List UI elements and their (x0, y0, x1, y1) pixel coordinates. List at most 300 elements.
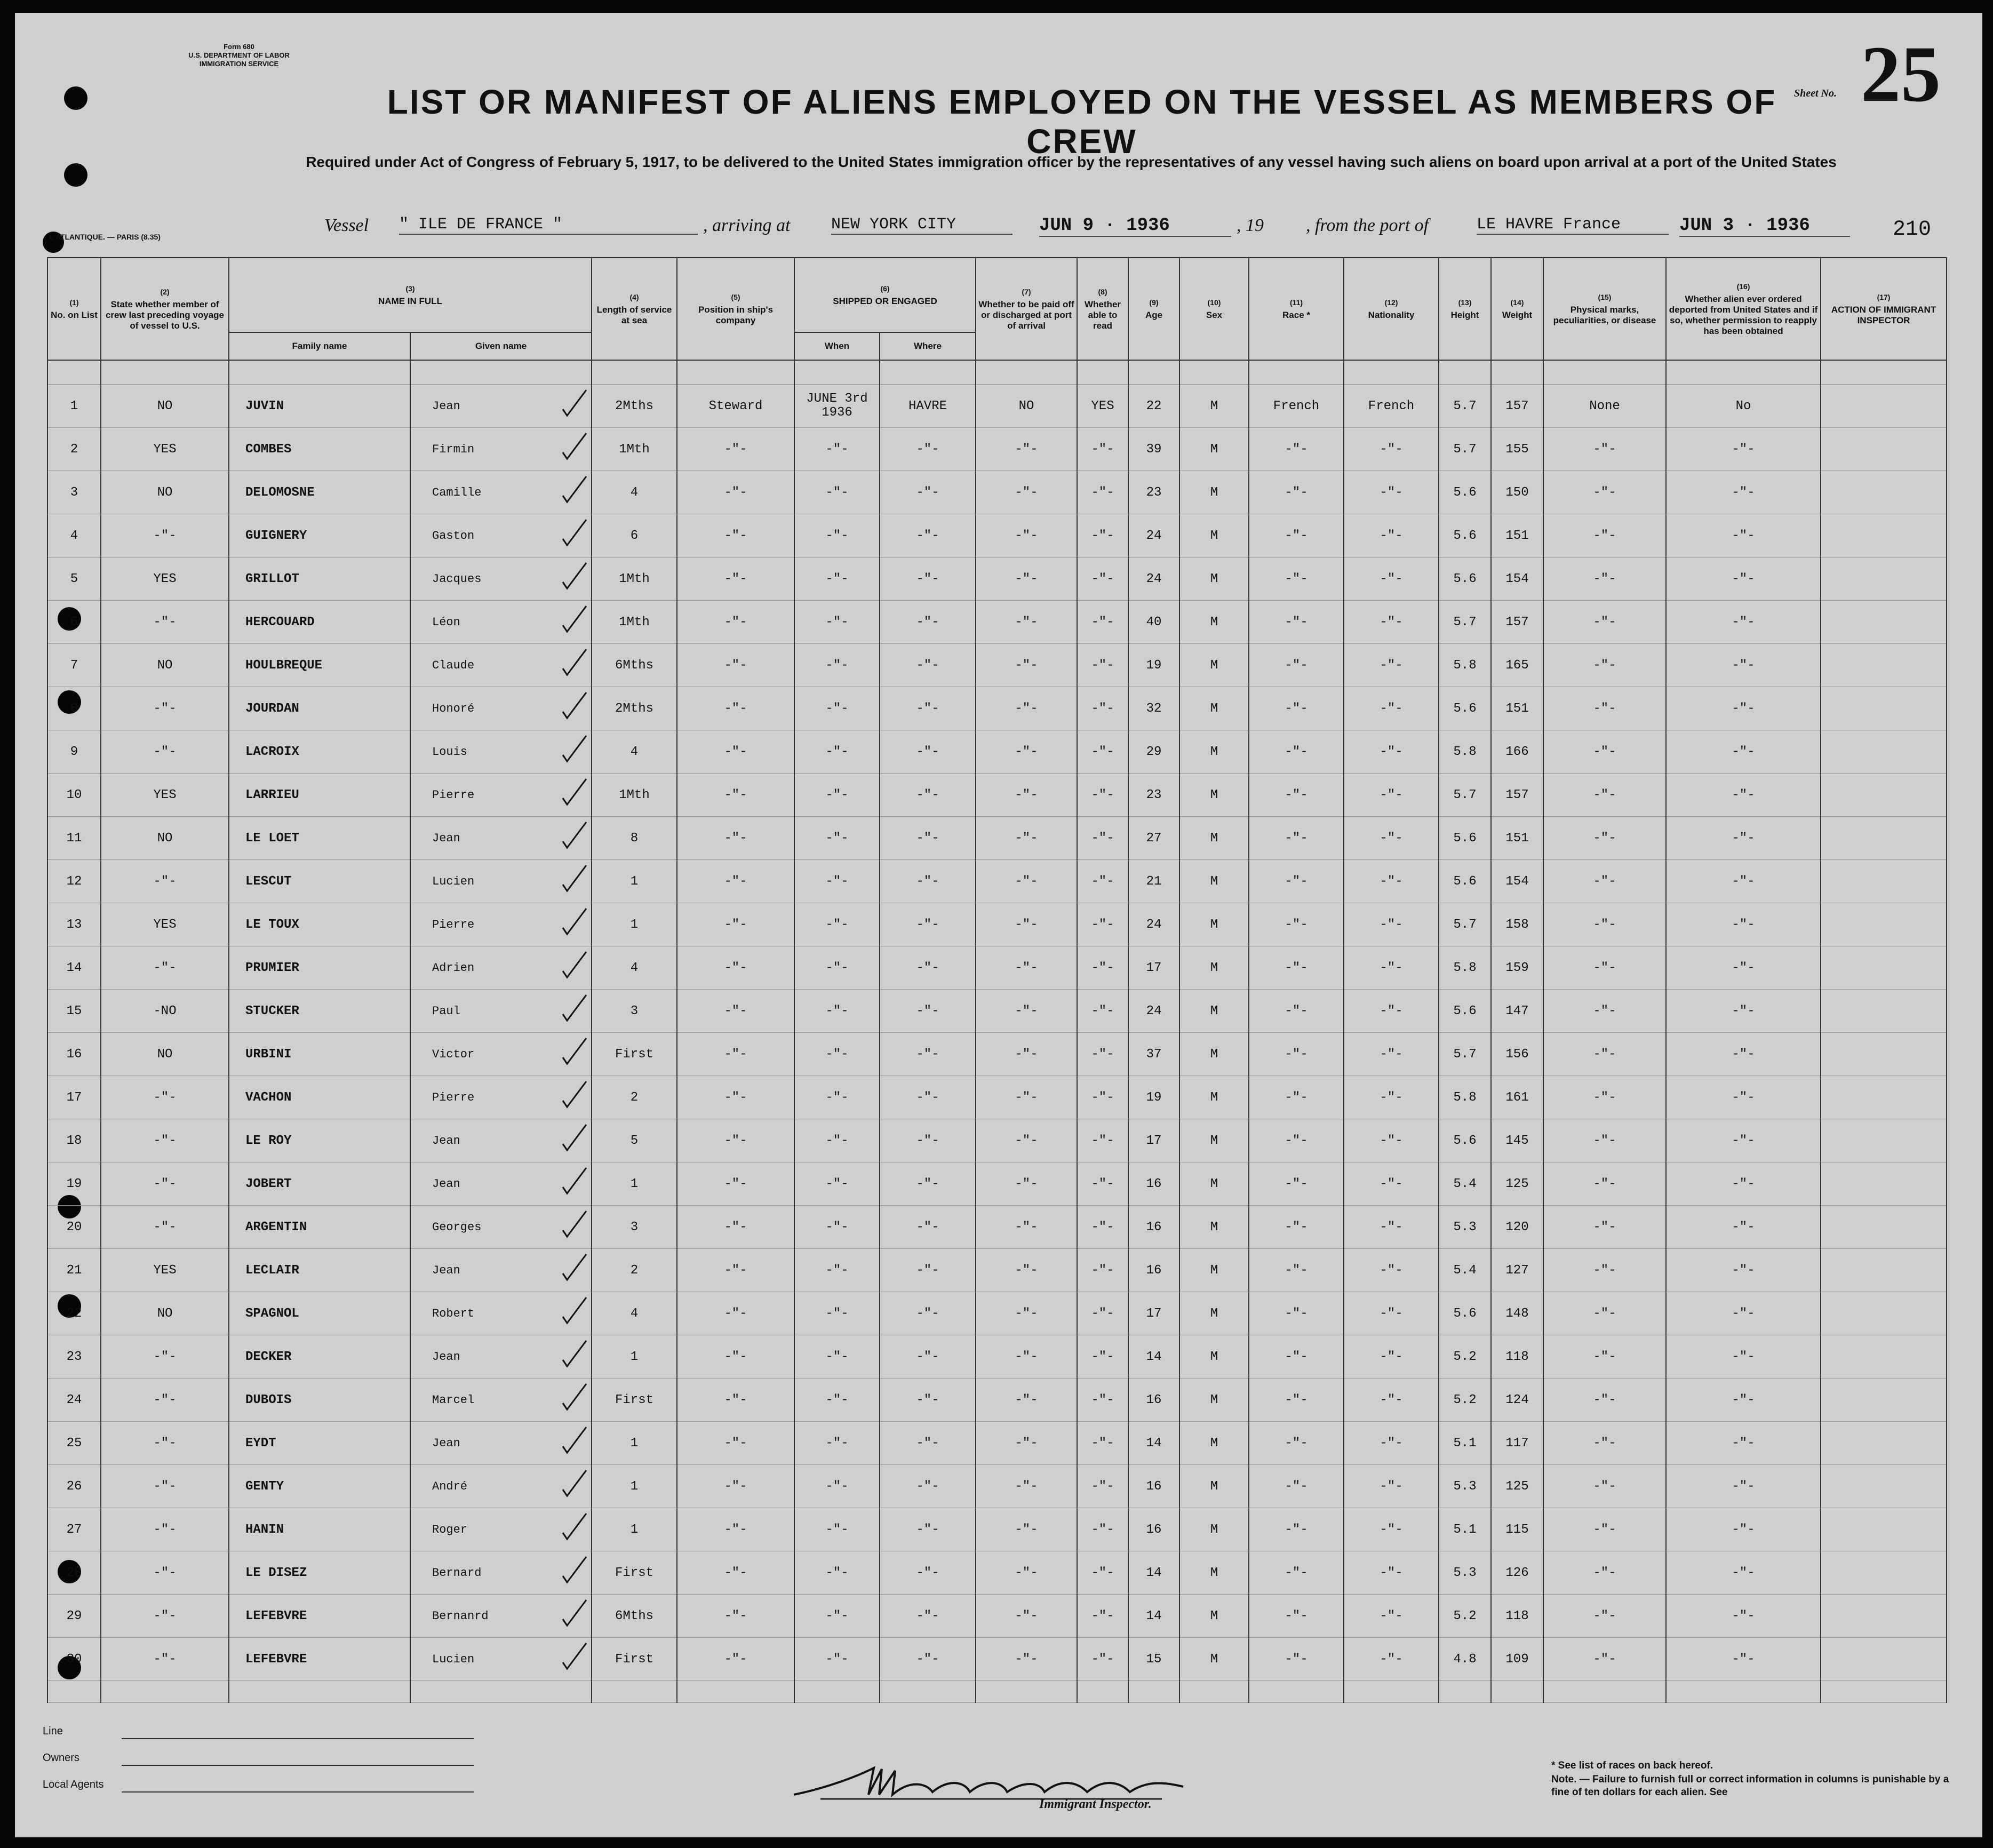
physical-marks-cell: -"- (1543, 514, 1666, 557)
table-row (47, 1465, 1947, 1508)
family-name-cell: HANIN (229, 1508, 410, 1551)
paid-off-cell: -"- (976, 774, 1077, 817)
height-cell: 4.8 (1439, 1638, 1491, 1681)
given-name-cell: Jean (410, 1162, 592, 1206)
family-name-cell: LECLAIR (229, 1249, 410, 1292)
length-of-service-cell: 4 (592, 946, 677, 990)
inspector-action-cell (1821, 385, 1947, 428)
physical-marks-cell: -"- (1543, 687, 1666, 730)
height-cell: 5.2 (1439, 1595, 1491, 1638)
shipped-where-cell: -"- (880, 428, 976, 471)
race-cell: -"- (1249, 817, 1344, 860)
row-number-cell: 18 (47, 1119, 101, 1162)
row-number-cell: 3 (47, 471, 101, 514)
shipped-where-cell: -"- (880, 1595, 976, 1638)
shipped-when-cell: JUNE 3rd 1936 (794, 385, 880, 428)
deported-cell: -"- (1666, 1033, 1821, 1076)
paid-off-cell: -"- (976, 1206, 1077, 1249)
inspector-action-cell (1821, 990, 1947, 1033)
weight-cell: 154 (1491, 860, 1543, 903)
nationality-cell: -"- (1344, 1379, 1439, 1422)
length-of-service-cell: First (592, 1638, 677, 1681)
sex-cell: M (1179, 1076, 1249, 1119)
weight-cell: 150 (1491, 471, 1543, 514)
row-number-cell: 12 (47, 860, 101, 903)
given-name-cell: Georges (410, 1206, 592, 1249)
table-row (47, 1076, 1947, 1119)
deported-cell: -"- (1666, 1206, 1821, 1249)
sex-cell: M (1179, 644, 1249, 687)
arrival-port: NEW YORK CITY (831, 216, 1013, 235)
table-row (47, 1638, 1947, 1681)
race-cell: -"- (1249, 428, 1344, 471)
family-name-cell: HERCOUARD (229, 601, 410, 644)
race-cell: -"- (1249, 687, 1344, 730)
table-row (47, 774, 1947, 817)
able-to-read-cell: -"- (1077, 601, 1128, 644)
sex-cell: M (1179, 471, 1249, 514)
col-header-nationality: (12) Nationality (1344, 258, 1439, 360)
age-cell: 16 (1128, 1508, 1179, 1551)
length-of-service-cell: 4 (592, 471, 677, 514)
row-number-cell: 14 (47, 946, 101, 990)
age-cell: 14 (1128, 1422, 1179, 1465)
paid-off-cell: -"- (976, 1076, 1077, 1119)
table-row (47, 1551, 1947, 1595)
age-cell: 24 (1128, 990, 1179, 1033)
subtitle: Required under Act of Congress of February 5, 1917, to be delivered to the United States immigration officer by the representatives of any vessel having such aliens on board upon arrival at a port of the United States (306, 154, 1837, 170)
shipped-where-cell: -"- (880, 1033, 976, 1076)
shipped-where-cell: -"- (880, 990, 976, 1033)
height-cell: 5.8 (1439, 1076, 1491, 1119)
length-of-service-cell: 6 (592, 514, 677, 557)
family-name-cell: LESCUT (229, 860, 410, 903)
family-name-cell: LACROIX (229, 730, 410, 774)
weight-cell: 118 (1491, 1595, 1543, 1638)
table-row (47, 990, 1947, 1033)
inspector-action-cell (1821, 1292, 1947, 1335)
previous-voyage-cell: -"- (101, 1551, 229, 1595)
shipped-when-cell: -"- (794, 860, 880, 903)
race-cell: -"- (1249, 514, 1344, 557)
length-of-service-cell: 2Mths (592, 385, 677, 428)
physical-marks-cell: None (1543, 385, 1666, 428)
previous-voyage-cell: NO (101, 385, 229, 428)
length-of-service-cell: First (592, 1033, 677, 1076)
table-row (47, 730, 1947, 774)
page-title: LIST OR MANIFEST OF ALIENS EMPLOYED ON THE VESSEL AS MEMBERS OF CREW (387, 83, 1777, 161)
shipped-where-cell: -"- (880, 817, 976, 860)
deported-cell: -"- (1666, 774, 1821, 817)
family-name-cell: SPAGNOL (229, 1292, 410, 1335)
given-name-cell: Firmin (410, 428, 592, 471)
col-header-physical-marks: (15) Physical marks, peculiarities, or disease (1543, 258, 1666, 360)
inspector-action-cell (1821, 1033, 1947, 1076)
physical-marks-cell: -"- (1543, 817, 1666, 860)
given-name-cell: Claude (410, 644, 592, 687)
paid-off-cell: -"- (976, 990, 1077, 1033)
race-cell: -"- (1249, 1249, 1344, 1292)
row-number-cell: 28 (47, 1551, 101, 1595)
paid-off-cell: -"- (976, 1465, 1077, 1508)
nationality-cell: -"- (1344, 1162, 1439, 1206)
nationality-cell: -"- (1344, 1249, 1439, 1292)
physical-marks-cell: -"- (1543, 1249, 1666, 1292)
nationality-cell: -"- (1344, 1465, 1439, 1508)
form-header (175, 43, 303, 68)
height-cell: 5.7 (1439, 774, 1491, 817)
from-label: , from the port of (1306, 216, 1429, 235)
table-row (47, 1595, 1947, 1638)
nationality-cell: -"- (1344, 428, 1439, 471)
weight-cell: 157 (1491, 774, 1543, 817)
family-name-cell: GENTY (229, 1465, 410, 1508)
age-cell: 24 (1128, 557, 1179, 601)
col-header-service: (4) Length of service at sea (592, 258, 677, 360)
able-to-read-cell: -"- (1077, 990, 1128, 1033)
row-number-cell: 27 (47, 1508, 101, 1551)
table-row (47, 1206, 1947, 1249)
shipped-when-cell: -"- (794, 730, 880, 774)
previous-voyage-cell: -"- (101, 1076, 229, 1119)
inspector-action-cell (1821, 1076, 1947, 1119)
given-name-cell: Honoré (410, 687, 592, 730)
previous-voyage-cell: -"- (101, 860, 229, 903)
age-cell: 14 (1128, 1595, 1179, 1638)
inspector-action-cell (1821, 1379, 1947, 1422)
fine-note (1551, 1773, 1957, 1799)
weight-cell: 165 (1491, 644, 1543, 687)
height-cell: 5.6 (1439, 817, 1491, 860)
length-of-service-cell: 1 (592, 860, 677, 903)
page-code: 210 (1893, 218, 1932, 242)
nationality-cell: -"- (1344, 1076, 1439, 1119)
form-number: Form 680 (224, 43, 254, 51)
age-cell: 17 (1128, 946, 1179, 990)
height-cell: 5.8 (1439, 946, 1491, 990)
crew-manifest-table (47, 257, 1947, 1703)
shipped-when-cell: -"- (794, 817, 880, 860)
age-cell: 24 (1128, 903, 1179, 946)
age-cell: 40 (1128, 601, 1179, 644)
height-cell: 5.6 (1439, 514, 1491, 557)
col-header-position: (5) Position in ship's company (677, 258, 794, 360)
shipped-when-cell: -"- (794, 1206, 880, 1249)
race-cell: -"- (1249, 1119, 1344, 1162)
physical-marks-cell: -"- (1543, 990, 1666, 1033)
row-number-cell: 24 (47, 1379, 101, 1422)
previous-voyage-cell: -"- (101, 1638, 229, 1681)
previous-voyage-cell: YES (101, 1249, 229, 1292)
table-row (47, 471, 1947, 514)
length-of-service-cell: First (592, 1551, 677, 1595)
previous-voyage-cell: -"- (101, 1379, 229, 1422)
table-blank-row (47, 1681, 1947, 1703)
height-cell: 5.6 (1439, 557, 1491, 601)
age-cell: 37 (1128, 1033, 1179, 1076)
height-cell: 5.6 (1439, 687, 1491, 730)
sex-cell: M (1179, 557, 1249, 601)
weight-cell: 118 (1491, 1335, 1543, 1379)
paid-off-cell: -"- (976, 1379, 1077, 1422)
paid-off-cell: -"- (976, 860, 1077, 903)
paid-off-cell: -"- (976, 1422, 1077, 1465)
given-name-cell: Adrien (410, 946, 592, 990)
able-to-read-cell: -"- (1077, 514, 1128, 557)
shipped-where-cell: -"- (880, 601, 976, 644)
position-cell: -"- (677, 1595, 794, 1638)
previous-voyage-cell: -"- (101, 1465, 229, 1508)
nationality-cell: -"- (1344, 1508, 1439, 1551)
shipped-where-cell: -"- (880, 1249, 976, 1292)
shipped-when-cell: -"- (794, 1335, 880, 1379)
height-cell: 5.7 (1439, 601, 1491, 644)
family-name-cell: JUVIN (229, 385, 410, 428)
shipped-where-cell: -"- (880, 1508, 976, 1551)
row-number-cell: 23 (47, 1335, 101, 1379)
weight-cell: 151 (1491, 514, 1543, 557)
deported-cell: -"- (1666, 730, 1821, 774)
col-header-paid-off: (7) Whether to be paid off or discharged at port of arrival (976, 258, 1077, 360)
age-cell: 16 (1128, 1379, 1179, 1422)
paid-off-cell: -"- (976, 1249, 1077, 1292)
deported-cell: -"- (1666, 1379, 1821, 1422)
previous-voyage-cell: -"- (101, 687, 229, 730)
length-of-service-cell: 2 (592, 1076, 677, 1119)
nationality-cell: -"- (1344, 774, 1439, 817)
previous-voyage-cell: -"- (101, 514, 229, 557)
nationality-cell: -"- (1344, 1292, 1439, 1335)
given-name-cell: Paul (410, 990, 592, 1033)
weight-cell: 127 (1491, 1249, 1543, 1292)
able-to-read-cell: -"- (1077, 644, 1128, 687)
height-cell: 5.6 (1439, 990, 1491, 1033)
inspector-action-cell (1821, 817, 1947, 860)
sex-cell: M (1179, 514, 1249, 557)
given-name-cell: Bernard (410, 1551, 592, 1595)
age-cell: 32 (1128, 687, 1179, 730)
nationality-cell: -"- (1344, 471, 1439, 514)
deported-cell: -"- (1666, 1508, 1821, 1551)
age-cell: 24 (1128, 514, 1179, 557)
deported-cell: -"- (1666, 557, 1821, 601)
nationality-cell: -"- (1344, 514, 1439, 557)
length-of-service-cell: 6Mths (592, 644, 677, 687)
length-of-service-cell: 8 (592, 817, 677, 860)
position-cell: -"- (677, 1162, 794, 1206)
col-header-read: (8) Whether able to read (1077, 258, 1128, 360)
family-name-cell: JOURDAN (229, 687, 410, 730)
shipped-where-cell: -"- (880, 514, 976, 557)
printer-mark: L'ATLANTIQUE. — PARIS (8.35) (49, 233, 161, 241)
physical-marks-cell: -"- (1543, 1551, 1666, 1595)
shipped-when-cell: -"- (794, 601, 880, 644)
physical-marks-cell: -"- (1543, 1638, 1666, 1681)
inspector-action-cell (1821, 471, 1947, 514)
able-to-read-cell: -"- (1077, 1076, 1128, 1119)
nationality-cell: -"- (1344, 1638, 1439, 1681)
race-cell: -"- (1249, 557, 1344, 601)
position-cell: -"- (677, 903, 794, 946)
family-name-cell: LARRIEU (229, 774, 410, 817)
position-cell: -"- (677, 557, 794, 601)
deported-cell: -"- (1666, 1119, 1821, 1162)
nationality-cell: -"- (1344, 1033, 1439, 1076)
given-name-cell: Pierre (410, 903, 592, 946)
given-name-cell: Victor (410, 1033, 592, 1076)
paid-off-cell: -"- (976, 730, 1077, 774)
previous-voyage-cell: -NO (101, 990, 229, 1033)
given-name-cell: Jean (410, 1249, 592, 1292)
physical-marks-cell: -"- (1543, 1379, 1666, 1422)
sex-cell: M (1179, 730, 1249, 774)
position-cell: -"- (677, 860, 794, 903)
given-name-cell: Jean (410, 817, 592, 860)
paid-off-cell: -"- (976, 471, 1077, 514)
nationality-cell: -"- (1344, 903, 1439, 946)
position-cell: -"- (677, 514, 794, 557)
sex-cell: M (1179, 860, 1249, 903)
position-cell: -"- (677, 946, 794, 990)
shipped-when-cell: -"- (794, 774, 880, 817)
col-header-weight: (14) Weight (1491, 258, 1543, 360)
position-cell: -"- (677, 1465, 794, 1508)
inspector-action-cell (1821, 1162, 1947, 1206)
sex-cell: M (1179, 601, 1249, 644)
age-cell: 27 (1128, 817, 1179, 860)
given-name-cell: Jacques (410, 557, 592, 601)
deported-cell: -"- (1666, 903, 1821, 946)
length-of-service-cell: 1Mth (592, 601, 677, 644)
row-number-cell: 25 (47, 1422, 101, 1465)
physical-marks-cell: -"- (1543, 946, 1666, 990)
table-row (47, 1119, 1947, 1162)
shipped-where-cell: -"- (880, 1162, 976, 1206)
row-number-cell: 19 (47, 1162, 101, 1206)
shipped-when-cell: -"- (794, 1551, 880, 1595)
table-row (47, 1335, 1947, 1379)
sex-cell: M (1179, 1206, 1249, 1249)
family-name-cell: LE ROY (229, 1119, 410, 1162)
deported-cell: -"- (1666, 687, 1821, 730)
physical-marks-cell: -"- (1543, 601, 1666, 644)
paid-off-cell: -"- (976, 903, 1077, 946)
height-cell: 5.3 (1439, 1465, 1491, 1508)
paid-off-cell: -"- (976, 1033, 1077, 1076)
departure-date-stamp: JUN 3 · 1936 (1679, 216, 1850, 237)
able-to-read-cell: -"- (1077, 1206, 1128, 1249)
row-number-cell: 10 (47, 774, 101, 817)
sex-cell: M (1179, 687, 1249, 730)
able-to-read-cell: -"- (1077, 557, 1128, 601)
paid-off-cell: -"- (976, 1292, 1077, 1335)
nationality-cell: -"- (1344, 1422, 1439, 1465)
position-cell: Steward (677, 385, 794, 428)
race-cell: French (1249, 385, 1344, 428)
deported-cell: No (1666, 385, 1821, 428)
note-label: Note. (1551, 1774, 1577, 1785)
able-to-read-cell: -"- (1077, 1033, 1128, 1076)
paid-off-cell: -"- (976, 1595, 1077, 1638)
shipped-when-cell: -"- (794, 557, 880, 601)
shipped-when-cell: -"- (794, 1119, 880, 1162)
position-cell: -"- (677, 687, 794, 730)
race-cell: -"- (1249, 1162, 1344, 1206)
paid-off-cell: -"- (976, 1335, 1077, 1379)
col-header-when: When (794, 332, 880, 360)
weight-cell: 109 (1491, 1638, 1543, 1681)
inspector-action-cell (1821, 1206, 1947, 1249)
table-row (47, 903, 1947, 946)
weight-cell: 166 (1491, 730, 1543, 774)
inspector-action-cell (1821, 1508, 1947, 1551)
row-number-cell: 22 (47, 1292, 101, 1335)
length-of-service-cell: 1 (592, 903, 677, 946)
able-to-read-cell: YES (1077, 385, 1128, 428)
race-cell: -"- (1249, 471, 1344, 514)
length-of-service-cell: 2 (592, 1249, 677, 1292)
age-cell: 16 (1128, 1162, 1179, 1206)
row-number-cell: 4 (47, 514, 101, 557)
weight-cell: 145 (1491, 1119, 1543, 1162)
physical-marks-cell: -"- (1543, 1508, 1666, 1551)
department-name: U.S. DEPARTMENT OF LABOR (188, 51, 290, 59)
able-to-read-cell: -"- (1077, 1465, 1128, 1508)
col-header-where: Where (880, 332, 976, 360)
inspector-action-cell (1821, 1465, 1947, 1508)
physical-marks-cell: -"- (1543, 903, 1666, 946)
able-to-read-cell: -"- (1077, 817, 1128, 860)
given-name-cell: Léon (410, 601, 592, 644)
length-of-service-cell: 5 (592, 1119, 677, 1162)
year-label: , 19 (1237, 216, 1264, 235)
row-number-cell: 2 (47, 428, 101, 471)
race-cell: -"- (1249, 990, 1344, 1033)
age-cell: 16 (1128, 1206, 1179, 1249)
weight-cell: 126 (1491, 1551, 1543, 1595)
given-name-cell: Robert (410, 1292, 592, 1335)
given-name-cell: Jean (410, 1422, 592, 1465)
deported-cell: -"- (1666, 1638, 1821, 1681)
race-cell: -"- (1249, 1508, 1344, 1551)
length-of-service-cell: 1Mth (592, 428, 677, 471)
race-cell: -"- (1249, 946, 1344, 990)
deported-cell: -"- (1666, 1249, 1821, 1292)
nationality-cell: -"- (1344, 601, 1439, 644)
physical-marks-cell: -"- (1543, 557, 1666, 601)
race-cell: -"- (1249, 1638, 1344, 1681)
deported-cell: -"- (1666, 514, 1821, 557)
col-header-previous-voyage: (2) State whether member of crew last preceding voyage of vessel to U.S. (101, 258, 229, 360)
inspector-action-cell (1821, 774, 1947, 817)
sex-cell: M (1179, 1465, 1249, 1508)
height-cell: 5.4 (1439, 1162, 1491, 1206)
race-cell: -"- (1249, 644, 1344, 687)
shipped-where-cell: -"- (880, 687, 976, 730)
age-cell: 23 (1128, 774, 1179, 817)
nationality-cell: -"- (1344, 1551, 1439, 1595)
family-name-cell: EYDT (229, 1422, 410, 1465)
table-row (47, 1379, 1947, 1422)
paid-off-cell: -"- (976, 1162, 1077, 1206)
weight-cell: 117 (1491, 1422, 1543, 1465)
physical-marks-cell: -"- (1543, 1335, 1666, 1379)
shipped-where-cell: -"- (880, 1465, 976, 1508)
age-cell: 15 (1128, 1638, 1179, 1681)
length-of-service-cell: First (592, 1379, 677, 1422)
physical-marks-cell: -"- (1543, 1033, 1666, 1076)
weight-cell: 151 (1491, 817, 1543, 860)
